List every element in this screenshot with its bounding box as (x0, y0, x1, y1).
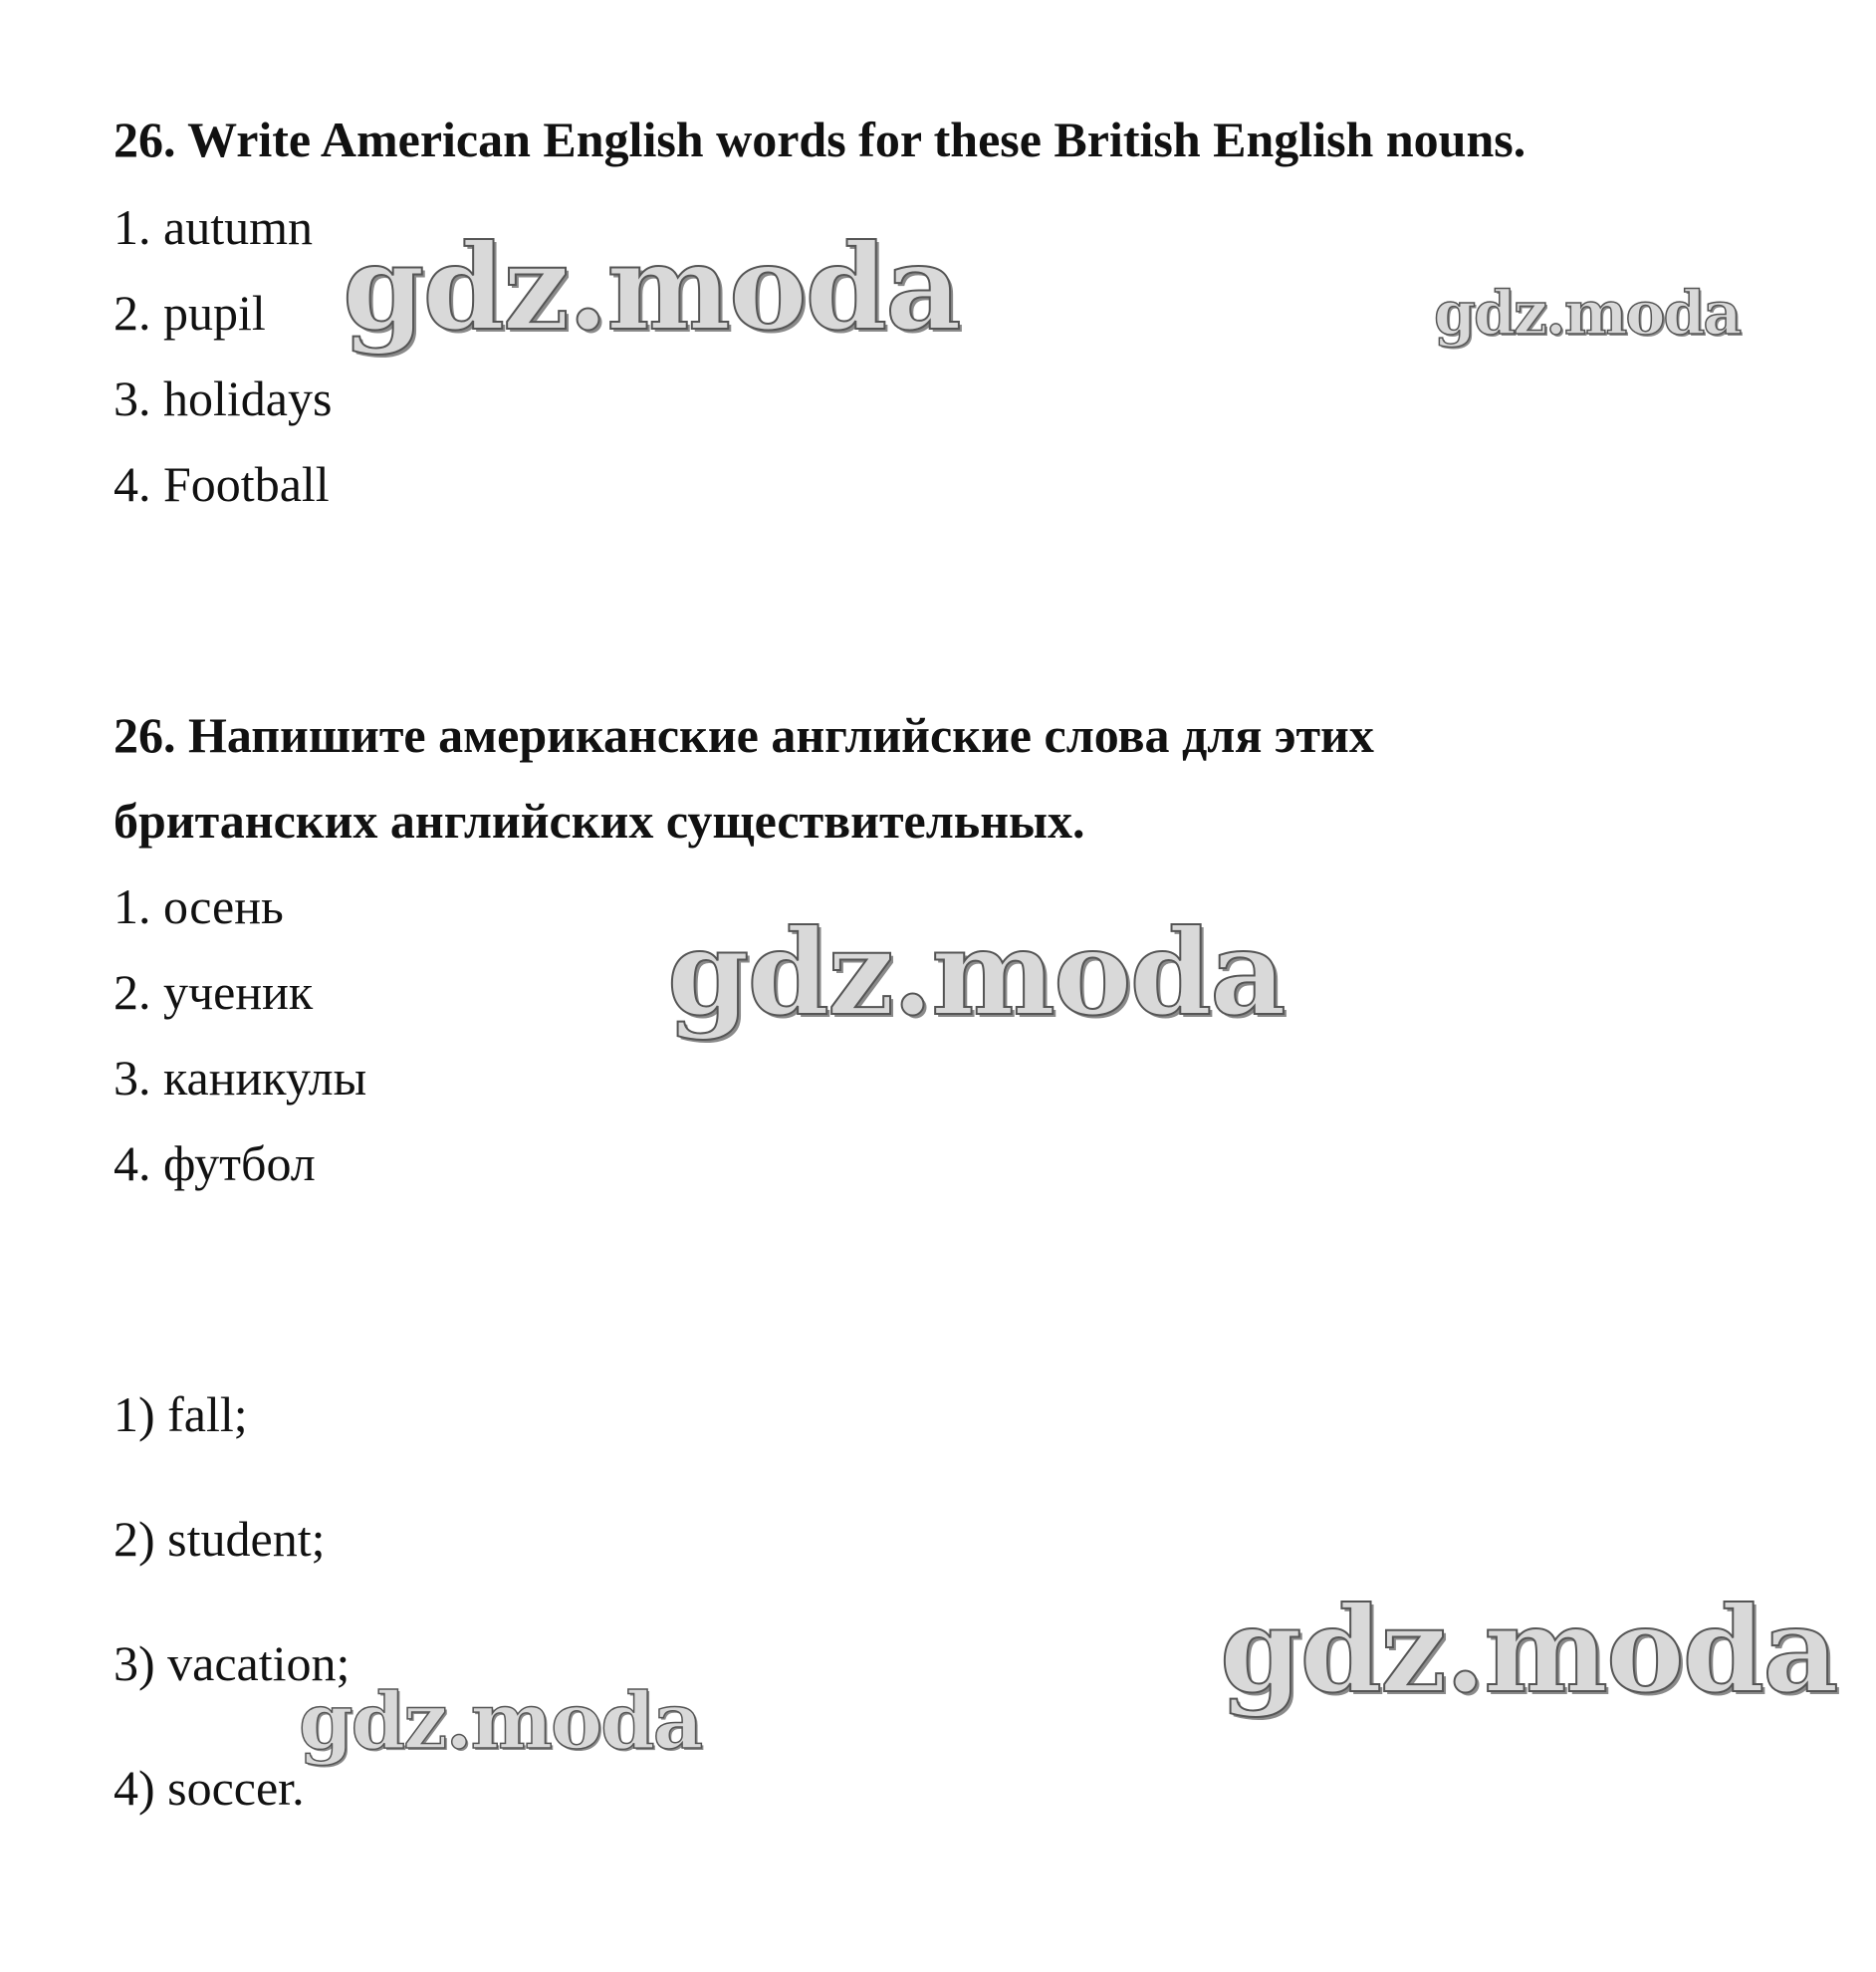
watermark: gdz.moda (1434, 279, 1741, 349)
watermark: gdz.moda (1220, 1581, 1837, 1719)
english-item-2: 2. pupil (114, 285, 266, 341)
russian-item-2: 2. ученик (114, 964, 314, 1020)
english-item-4: 4. Football (114, 456, 330, 512)
russian-item-1: 1. осень (114, 878, 284, 934)
english-item-3: 3. holidays (114, 370, 333, 426)
watermark: gdz.moda (299, 1676, 702, 1767)
answer-item-4: 4) soccer. (114, 1760, 305, 1816)
answer-item-3: 3) vacation; (114, 1635, 351, 1691)
answer-item-1: 1) fall; (114, 1386, 248, 1442)
english-item-1: 1. autumn (114, 199, 313, 255)
watermark: gdz.moda (667, 903, 1285, 1042)
watermark: gdz.moda (343, 218, 960, 357)
russian-item-4: 4. футбол (114, 1135, 316, 1191)
russian-heading-line-1: 26. Напишите американские английские слова для этих (114, 707, 1374, 763)
russian-item-3: 3. каникулы (114, 1050, 367, 1106)
russian-heading-line-2: британских английских существительных. (114, 793, 1085, 849)
answer-item-2: 2) student; (114, 1511, 326, 1567)
english-heading: 26. Write American English words for these British English nouns. (114, 112, 1526, 167)
